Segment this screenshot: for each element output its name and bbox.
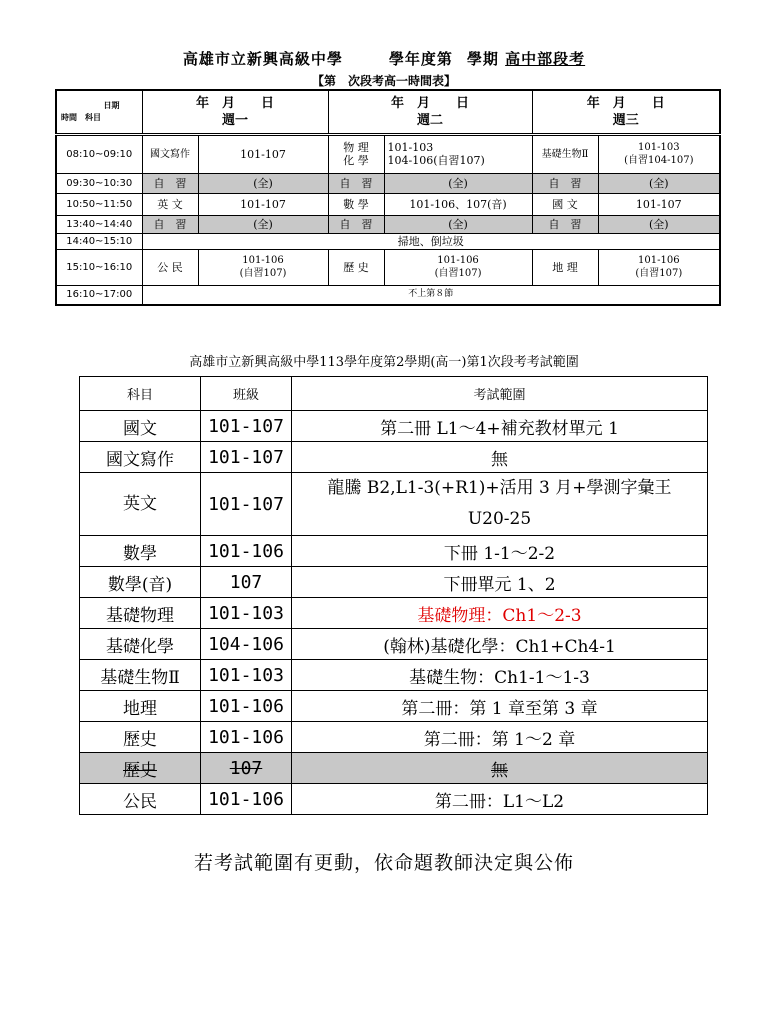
scope-cell-text: 第二冊：第 1～2 章 bbox=[423, 729, 576, 750]
subject-label: 數 學 bbox=[343, 197, 369, 211]
class-cell bbox=[598, 173, 720, 193]
time-slot: 16:10~17:00 bbox=[56, 285, 142, 305]
scope-cell bbox=[292, 411, 708, 442]
classes-cell-text: 101-106 bbox=[208, 726, 284, 748]
class-label: (全) bbox=[448, 176, 468, 190]
schedule-subtitle: 【第 次段考高一時間表】 bbox=[311, 74, 456, 88]
subject-cell-text: 基礎物理 bbox=[106, 605, 174, 626]
scope-cell-text: 基礎生物：Ch1-1～1-3 bbox=[409, 667, 590, 688]
class-cell bbox=[384, 249, 532, 285]
classes-cell-text: 101-106 bbox=[208, 788, 284, 810]
classes-cell bbox=[201, 473, 292, 536]
subject-cell bbox=[80, 411, 201, 442]
subject-cell bbox=[80, 660, 201, 691]
subject-label: 自 習 bbox=[153, 217, 187, 231]
schedule-row bbox=[56, 193, 720, 215]
class-label: (全) bbox=[253, 176, 273, 190]
scope-cell bbox=[292, 722, 708, 753]
subject-cell-text: 國文寫作 bbox=[106, 449, 174, 470]
span-cell: 掃地、倒垃圾 bbox=[142, 233, 720, 249]
subject-cell bbox=[80, 784, 201, 815]
class-label: (全) bbox=[253, 217, 273, 231]
day-header-tue bbox=[328, 90, 532, 134]
scope-cell-text: (翰林)基礎化學：Ch1+Ch4-1 bbox=[383, 636, 616, 657]
subject-cell-text: 英文 bbox=[123, 493, 157, 514]
year-label: 學年度第 bbox=[388, 50, 453, 68]
classes-cell-text: 101-107 bbox=[208, 415, 284, 437]
range-row bbox=[80, 536, 708, 567]
classes-cell bbox=[201, 442, 292, 473]
schedule-row bbox=[56, 249, 720, 285]
scope-cell-text-line2: U20-25 bbox=[467, 509, 532, 529]
classes-cell bbox=[201, 722, 292, 753]
subject-label: 自 習 bbox=[153, 176, 187, 190]
range-row bbox=[80, 411, 708, 442]
time-slot: 08:10~09:10 bbox=[56, 134, 142, 173]
scope-cell-text: 第二冊 L1～4+補充教材單元 1 bbox=[380, 418, 619, 439]
time-slot: 15:10~16:10 bbox=[56, 249, 142, 285]
subject-cell-text: 公民 bbox=[123, 791, 157, 812]
classes-cell bbox=[201, 567, 292, 598]
subject-label: 國 文 bbox=[552, 197, 578, 211]
subject-cell bbox=[142, 193, 198, 215]
classes-cell bbox=[201, 629, 292, 660]
subject-cell bbox=[80, 629, 201, 660]
semester-label: 學期 bbox=[466, 50, 499, 68]
subject-label: 物 理 化 學 bbox=[343, 141, 369, 167]
range-row bbox=[80, 629, 708, 660]
range-row bbox=[80, 691, 708, 722]
range-row bbox=[80, 567, 708, 598]
class-cell bbox=[198, 215, 328, 233]
class-cell bbox=[384, 193, 532, 215]
range-row bbox=[80, 784, 708, 815]
class-cell bbox=[598, 193, 720, 215]
subject-cell-text: 歷史 bbox=[123, 760, 157, 781]
subject-cell-text: 基礎化學 bbox=[106, 636, 174, 657]
classes-cell-text: 101-107 bbox=[208, 446, 284, 468]
class-label: (全) bbox=[648, 217, 669, 231]
subject-cell bbox=[532, 134, 598, 173]
subject-cell bbox=[80, 598, 201, 629]
class-label: 101-106 (自習107) bbox=[434, 255, 482, 279]
day-date: 年 月 日 bbox=[586, 95, 665, 111]
day-header-mon bbox=[142, 90, 328, 134]
subject-label: 基礎生物Ⅱ bbox=[541, 148, 589, 160]
schedule-row bbox=[56, 233, 720, 249]
subject-label: 自 習 bbox=[339, 176, 373, 190]
range-row bbox=[80, 442, 708, 473]
classes-cell-text: 104-106 bbox=[208, 633, 284, 655]
page-title bbox=[0, 48, 768, 69]
range-row bbox=[80, 598, 708, 629]
classes-cell bbox=[201, 753, 292, 784]
class-label: 101-107 bbox=[635, 197, 682, 211]
subject-label: 自 習 bbox=[548, 217, 582, 231]
schedule-row bbox=[56, 173, 720, 193]
scope-cell-text: 基礎物理：Ch1～2-3 bbox=[417, 605, 582, 626]
exam-schedule-table bbox=[55, 89, 721, 306]
class-label: 101-103 (自習104-107) bbox=[624, 142, 694, 166]
day-weekday: 週二 bbox=[417, 112, 444, 128]
subject-cell bbox=[532, 215, 598, 233]
subject-cell bbox=[142, 134, 198, 173]
header-scope: 考試範圍 bbox=[292, 377, 708, 411]
subject-cell bbox=[328, 134, 384, 173]
class-label: (全) bbox=[448, 217, 468, 231]
range-row bbox=[80, 753, 708, 784]
classes-cell bbox=[201, 660, 292, 691]
class-label: 101-106 (自習107) bbox=[239, 255, 287, 279]
scope-cell bbox=[292, 660, 708, 691]
subject-label: 地 理 bbox=[552, 260, 578, 274]
subject-label: 公 民 bbox=[157, 260, 183, 274]
subject-cell-text: 基礎生物Ⅱ bbox=[100, 667, 180, 688]
day-date: 年 月 日 bbox=[391, 95, 470, 111]
classes-cell-text: 101-106 bbox=[208, 695, 284, 717]
subject-cell bbox=[80, 567, 201, 598]
subject-cell bbox=[328, 173, 384, 193]
classes-cell-text: 101-103 bbox=[208, 664, 284, 686]
subject-cell bbox=[80, 536, 201, 567]
scope-cell-text: 下冊單元 1、2 bbox=[443, 574, 556, 595]
change-note: 若考試範圍有更動，依命題教師決定與公佈 bbox=[193, 852, 574, 874]
subject-cell bbox=[532, 249, 598, 285]
subject-cell bbox=[532, 193, 598, 215]
subject-cell-text: 數學 bbox=[123, 543, 157, 564]
scope-cell bbox=[292, 598, 708, 629]
subject-label: 國文寫作 bbox=[150, 148, 190, 160]
subject-cell-text: 國文 bbox=[123, 418, 157, 439]
scope-cell-text: 無 bbox=[491, 760, 508, 781]
classes-cell bbox=[201, 691, 292, 722]
day-weekday: 週三 bbox=[612, 112, 639, 128]
subject-cell bbox=[80, 442, 201, 473]
schedule-row bbox=[56, 215, 720, 233]
class-cell bbox=[384, 215, 532, 233]
class-cell bbox=[198, 249, 328, 285]
scope-cell bbox=[292, 753, 708, 784]
subject-label: 英 文 bbox=[157, 197, 183, 211]
scope-cell-text: 第二冊：第 1 章至第 3 章 bbox=[401, 698, 598, 719]
subject-label: 歷 史 bbox=[343, 260, 369, 274]
scope-cell-text: 龍騰 B2,L1-3(+R1)+活用 3 月+學測字彙王 bbox=[327, 478, 672, 498]
class-cell bbox=[598, 249, 720, 285]
subject-cell bbox=[142, 215, 198, 233]
class-label: (全) bbox=[648, 176, 669, 190]
range-row bbox=[80, 722, 708, 753]
scope-cell-text: 下冊 1-1～2-2 bbox=[443, 543, 556, 564]
classes-cell-text: 101-107 bbox=[208, 493, 284, 515]
header-subject: 科目 bbox=[80, 377, 201, 411]
subject-label: 自 習 bbox=[339, 217, 373, 231]
corner-date-label: 日期 bbox=[103, 100, 120, 110]
day-header-wed bbox=[532, 90, 720, 134]
subject-cell-text: 地理 bbox=[123, 698, 157, 719]
classes-cell bbox=[201, 536, 292, 567]
range-title: 高雄市立新興高級中學113學年度第2學期(高一)第1次段考考試範圍 bbox=[189, 355, 579, 370]
subject-cell-text: 數學(音) bbox=[107, 574, 173, 595]
class-label: 101-106 (自習107) bbox=[635, 255, 683, 279]
subject-cell bbox=[80, 691, 201, 722]
classes-cell bbox=[201, 598, 292, 629]
class-cell bbox=[198, 173, 328, 193]
subject-cell bbox=[142, 249, 198, 285]
subject-cell bbox=[328, 193, 384, 215]
subject-cell bbox=[328, 249, 384, 285]
classes-cell bbox=[201, 784, 292, 815]
span-cell: 不上第８節 bbox=[142, 285, 720, 305]
subject-cell bbox=[142, 173, 198, 193]
schedule-corner bbox=[56, 90, 142, 134]
scope-cell bbox=[292, 784, 708, 815]
dept-label: 高中部段考 bbox=[505, 50, 586, 68]
schedule-row bbox=[56, 134, 720, 173]
class-cell bbox=[384, 134, 532, 173]
scope-cell-text: 無 bbox=[491, 449, 508, 470]
header-classes: 班級 bbox=[201, 377, 292, 411]
time-slot: 14:40~15:10 bbox=[56, 233, 142, 249]
classes-cell-text: 107 bbox=[229, 757, 263, 779]
class-label: 101-103 104-106(自習107) bbox=[387, 141, 485, 167]
subject-cell-text: 歷史 bbox=[123, 729, 157, 750]
class-cell bbox=[598, 134, 720, 173]
time-slot: 10:50~11:50 bbox=[56, 193, 142, 215]
class-label: 101-107 bbox=[240, 197, 286, 211]
class-cell bbox=[598, 215, 720, 233]
schedule-row bbox=[56, 285, 720, 305]
scope-cell bbox=[292, 567, 708, 598]
classes-cell-text: 107 bbox=[229, 571, 263, 593]
class-cell bbox=[198, 193, 328, 215]
time-slot: 09:30~10:30 bbox=[56, 173, 142, 193]
class-label: 101-106、107(音) bbox=[409, 197, 507, 211]
classes-cell-text: 101-106 bbox=[208, 540, 284, 562]
class-cell bbox=[384, 173, 532, 193]
subject-cell bbox=[532, 173, 598, 193]
class-label: 101-107 bbox=[240, 147, 286, 161]
subject-cell bbox=[80, 473, 201, 536]
exam-range-table bbox=[79, 376, 708, 815]
day-weekday: 週一 bbox=[222, 112, 249, 128]
subject-cell bbox=[80, 753, 201, 784]
scope-cell bbox=[292, 536, 708, 567]
scope-cell bbox=[292, 629, 708, 660]
classes-cell bbox=[201, 411, 292, 442]
range-row bbox=[80, 660, 708, 691]
classes-cell-text: 101-103 bbox=[208, 602, 284, 624]
day-date: 年 月 日 bbox=[196, 95, 275, 111]
subject-cell bbox=[328, 215, 384, 233]
corner-time-label: 時間 科目 bbox=[61, 112, 101, 122]
subject-cell bbox=[80, 722, 201, 753]
time-slot: 13:40~14:40 bbox=[56, 215, 142, 233]
scope-cell bbox=[292, 442, 708, 473]
range-row bbox=[80, 473, 708, 536]
subject-label: 自 習 bbox=[548, 176, 582, 190]
class-cell bbox=[198, 134, 328, 173]
scope-cell bbox=[292, 473, 708, 536]
school-name: 高雄市立新興高級中學 bbox=[182, 50, 343, 68]
scope-cell-text: 第二冊：L1～L2 bbox=[434, 791, 565, 812]
scope-cell bbox=[292, 691, 708, 722]
